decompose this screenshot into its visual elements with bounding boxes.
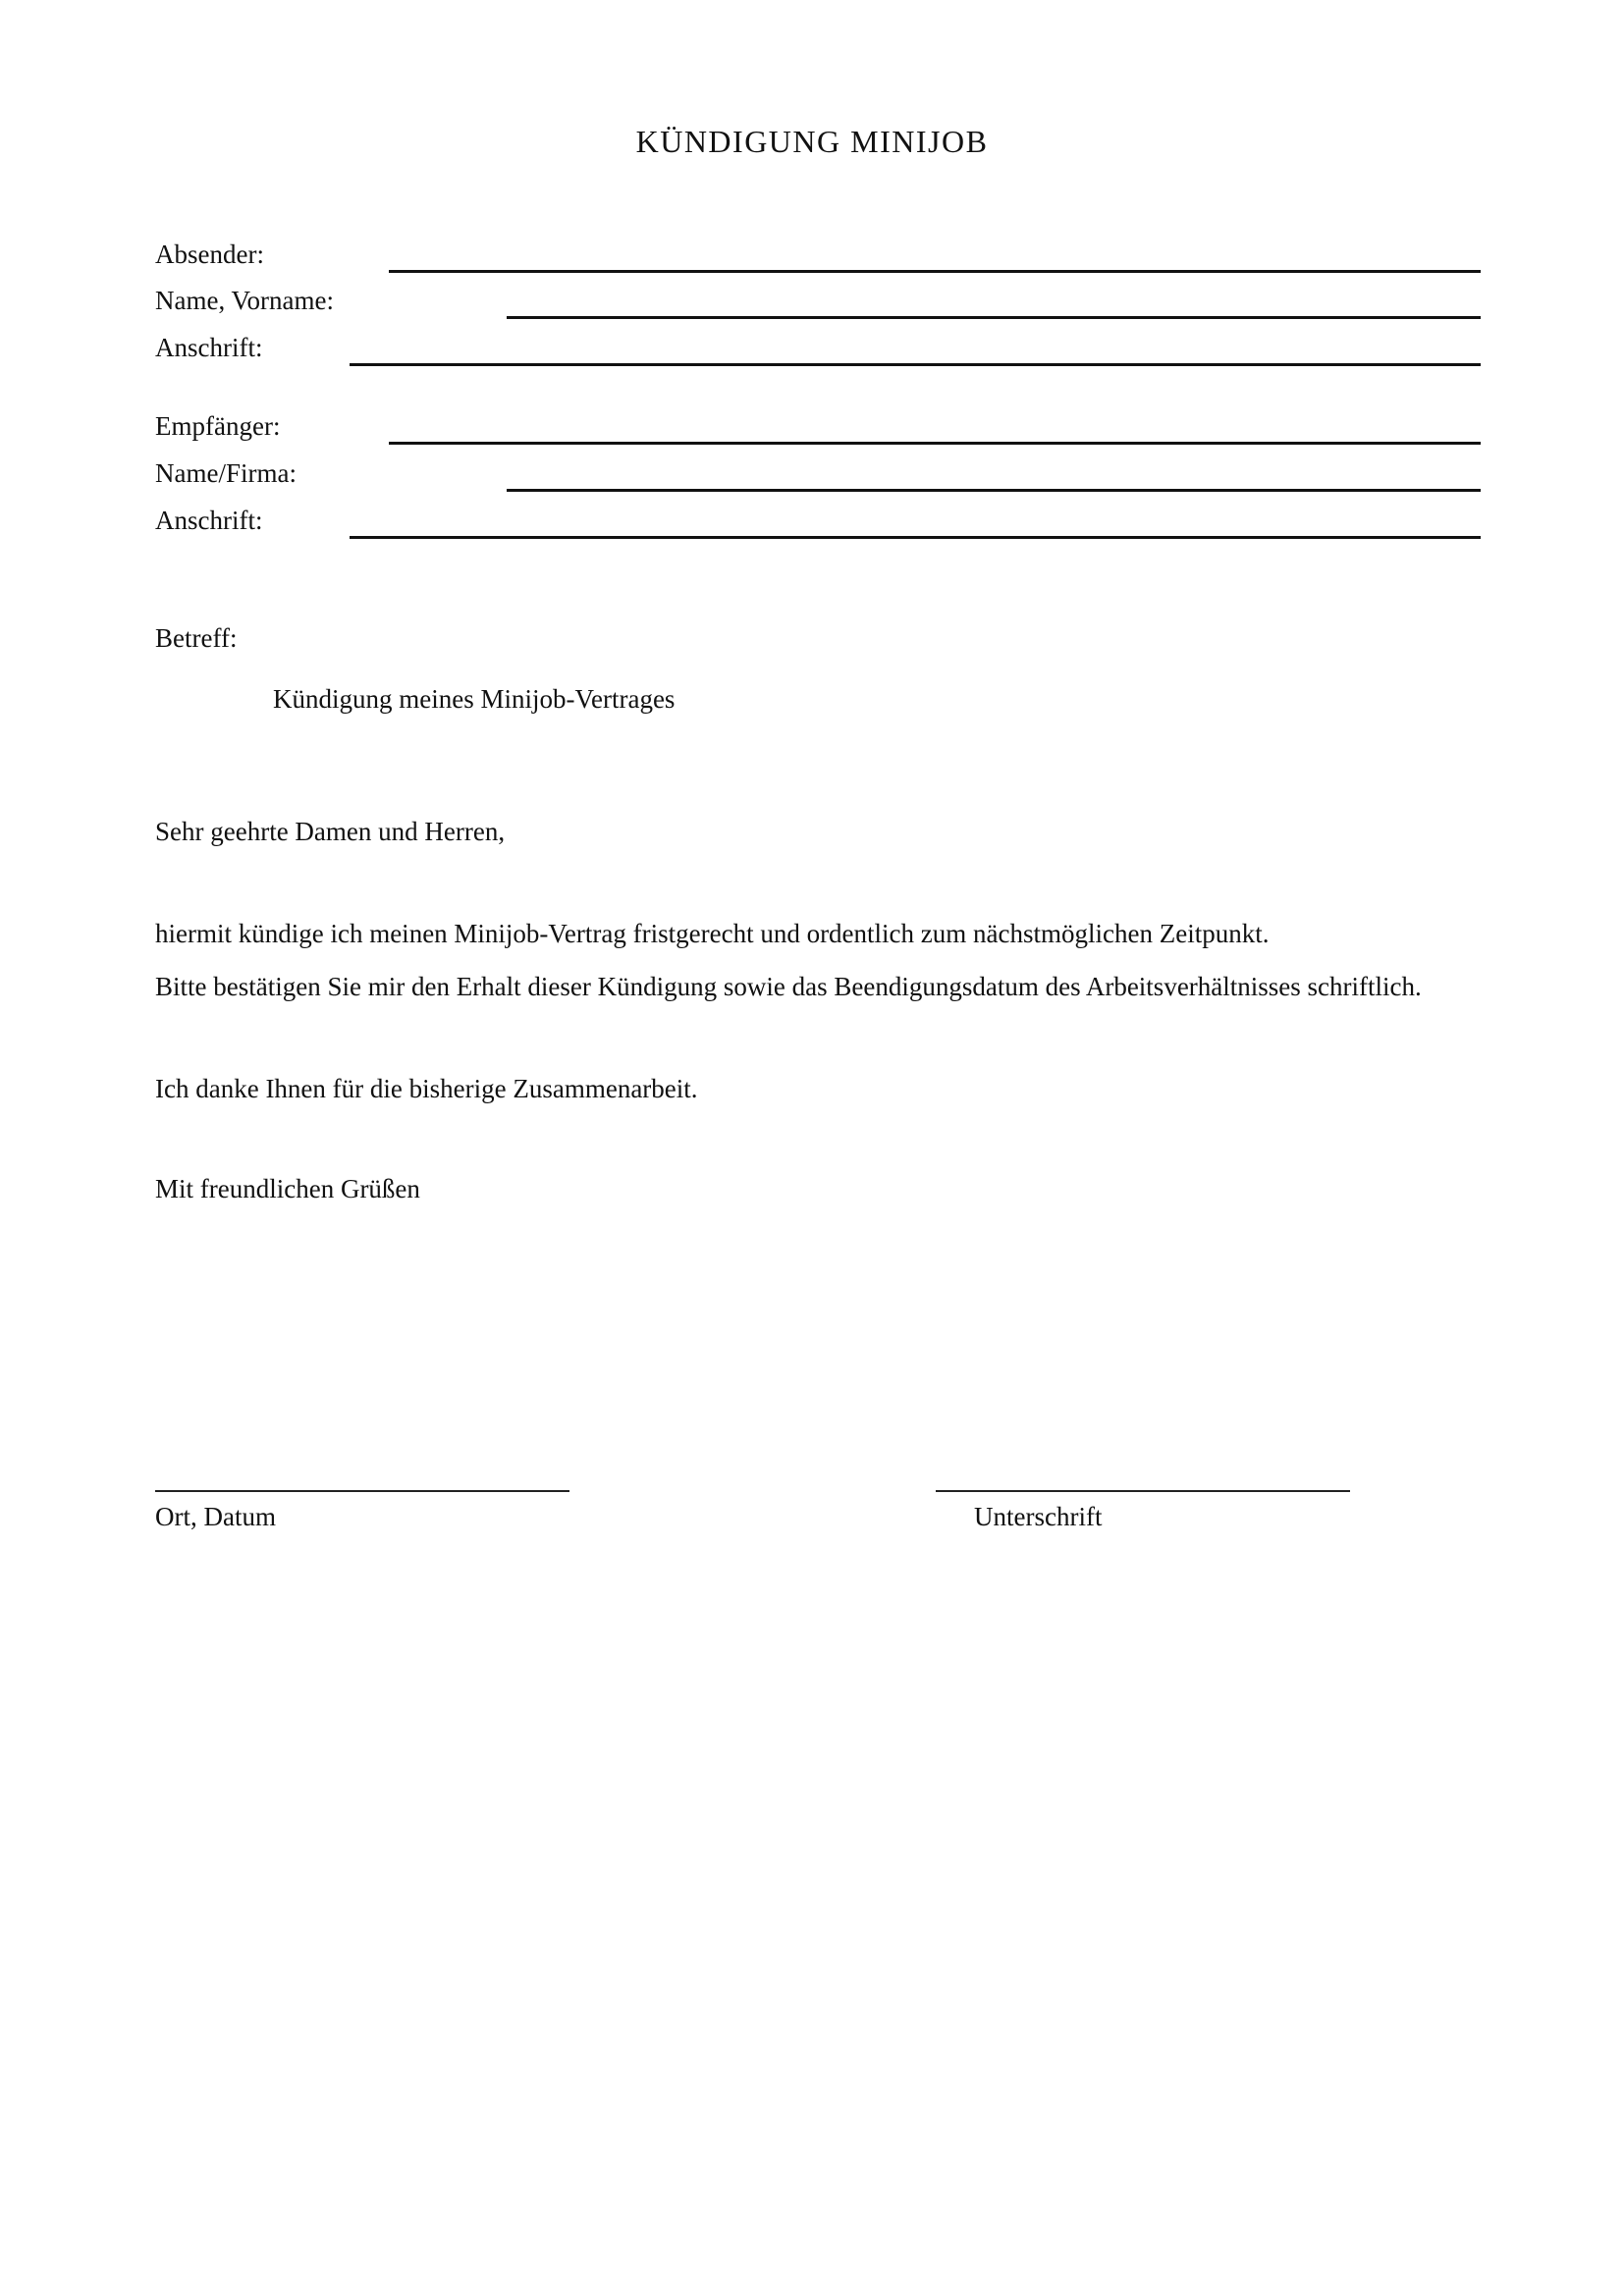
sender-line[interactable] — [389, 270, 1481, 273]
thanks-line: Ich danke Ihnen für die bisherige Zusammenarbeit. — [155, 1074, 698, 1103]
subject-text: Kündigung meines Minijob-Vertrages — [273, 684, 676, 714]
sender-address-label: Anschrift: — [155, 333, 263, 362]
recipient-address-label: Anschrift: — [155, 506, 263, 535]
sender-address-line[interactable] — [350, 363, 1481, 366]
recipient-line[interactable] — [389, 442, 1481, 445]
signature-line[interactable] — [936, 1490, 1350, 1492]
salutation: Sehr geehrte Damen und Herren, — [155, 817, 506, 846]
recipient-name-line[interactable] — [507, 489, 1481, 492]
body-line-2: Bitte bestätigen Sie mir den Erhalt dieser Kündigung sowie das Beendigungsdatum des Arbeitsverhältnisses schriftlich. — [155, 972, 1422, 1001]
closing-line: Mit freundlichen Grüßen — [155, 1174, 420, 1203]
sender-name-line[interactable] — [507, 316, 1481, 319]
subject-label: Betreff: — [155, 623, 238, 653]
place-date-line[interactable] — [155, 1490, 569, 1492]
signature-label: Unterschrift — [974, 1502, 1103, 1531]
recipient-name-label: Name/Firma: — [155, 458, 297, 488]
recipient-heading: Empfänger: — [155, 411, 281, 441]
recipient-address-line[interactable] — [350, 536, 1481, 539]
body-line-1: hiermit kündige ich meinen Minijob-Vertrag fristgerecht und ordentlich zum nächstmöglichen Zeitpunkt. — [155, 919, 1270, 948]
document-title: KÜNDIGUNG MINIJOB — [635, 124, 989, 159]
place-date-label: Ort, Datum — [155, 1502, 276, 1531]
sender-name-label: Name, Vorname: — [155, 286, 334, 315]
sender-heading: Absender: — [155, 240, 264, 269]
